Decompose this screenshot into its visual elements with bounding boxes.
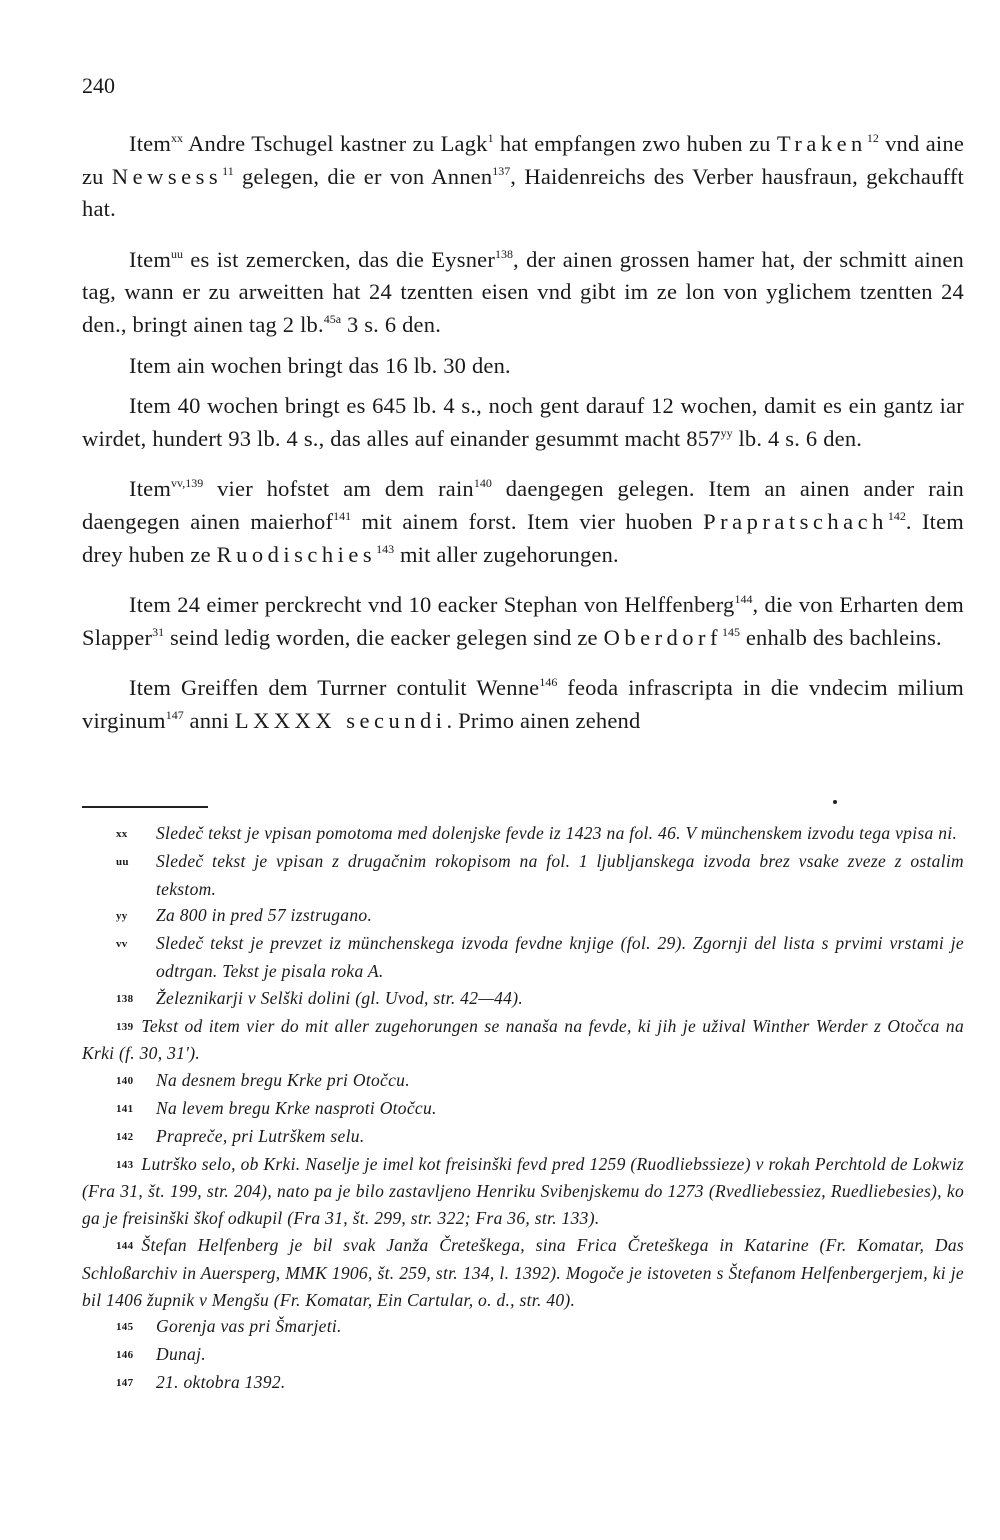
footnote: xx Sledeč tekst je vpisan pomotoma med dolenjske fevde iz 1423 na fol. 46. V münchenskem izvodu tega vpisa ni. bbox=[116, 823, 958, 843]
paragraph-wochen: Item ain wochen bringt das 16 lb. 30 den. bbox=[129, 352, 511, 378]
footnote: 139 Tekst od item vier do mit aller zugehorungen se nanaša na fevde, ki jih je užival Winther Werder z Otočca na Krki (f. 30, 31'). bbox=[82, 1015, 964, 1064]
footnote: yy Za 800 in pred 57 izstrugano. bbox=[116, 905, 373, 926]
footnote: vv Sledeč tekst je prevzet iz münchenskega izvoda fevdne knjige (fol. 29). Zgornji del lista s prvimi vrstami je odtrgan. Tekst je pisala roka A. bbox=[116, 933, 964, 981]
footnote-rule bbox=[82, 806, 208, 808]
paragraph-eysner: Item$^{uu}$ es ist zemercken, das die Eysner$^{138}$, der ainen grossen hamer hat, der schmitt ainen tag, wann er zu arweitten hat 24 tzentten eisen vnd gibt im ze lon von yglichem tzentten 24 den., bringt ainen tag 2 lb.$^{45a}$ 3 s. 6 den. bbox=[82, 246, 964, 337]
footnote: 143 Lutrško selo, ob Krki. Naselje je imel kot freisinški fevd pred 1259 (Ruodliebssieze) v rokah Perchtold de Lokwiz (Fra 31, št. 199, str. 204), nato pa je bilo zastavljeno Henriku Svibenjskemu do 1273 (Rvedliebessiez, Ruedliebesies), ko ga je freisinški škof odkupil (Fra 31, št. 299, str. 322; Fra 36, str. 133). bbox=[82, 1153, 964, 1229]
footnote: 147 21. oktobra 1392. bbox=[116, 1371, 286, 1392]
paragraph-perckrecht: Item 24 eimer perckrecht vnd 10 eacker Stephan von Helffenberg$^{144}$, die von Erharten dem Slapper$^{31}$ seind ledig worden, die eacker gelegen sind ze Oberdorf$^{145}$ enhalb des bachleins. bbox=[82, 592, 964, 650]
footnote: 144 Štefan Helfenberg je bil svak Janža Čreteškega, sina Frica Čreteškega in Katarine (Fr. Komatar, Das Schloßarchiv in Auersperg, MMK 1906, št. 259, str. 134, l. 1392). Mogoče je istoveten s Štefanom Helfenbergerjem, ki je bil 1406 župnik v Mengšu (Fr. Komatar, Ein Cartular, o. d., str. 40). bbox=[82, 1234, 964, 1310]
paragraph-tschugel: Item$^{xx}$ Andre Tschugel kastner zu Lagk$^1$ hat empfangen zwo huben zu Traken$^{12}$ vnd aine zu Newsess$^{11}$ gelegen, die er von Annen$^{137}$, Haidenreichs des Verber hausfraun, gekchaufft hat. bbox=[82, 131, 965, 222]
footnote: 138 Železnikarji v Selški dolini (gl. Uvod, str. 42—44). bbox=[116, 987, 524, 1008]
paragraph-greiffen: Item Greiffen dem Turrner contulit Wenne$^{146}$ feoda infrascripta in die vndecim milium virginum$^{147}$ anni LXXXX secundi. Primo ainen zehend bbox=[82, 675, 964, 733]
date-name: LXXXX secundi bbox=[234, 707, 447, 733]
place-name: Oberdorf bbox=[603, 624, 723, 650]
footnote: 141 Na levem bregu Krke nasproti Otočcu. bbox=[116, 1097, 437, 1118]
footnote: 140 Na desnem bregu Krke pri Otočcu. bbox=[116, 1070, 410, 1091]
place-name: Newsess bbox=[111, 163, 223, 189]
footnote: uu Sledeč tekst je vpisan z drugačnim rokopisom na fol. 1 ljubljanskega izvoda brez vsake zveze z ostalim tekstom. bbox=[116, 850, 964, 899]
footnotes bbox=[82, 820, 964, 1397]
footnote: 145 Gorenja vas pri Šmarjeti. bbox=[116, 1316, 342, 1337]
paragraph-40-wochen: Item 40 wochen bringt es 645 lb. 4 s., noch gent darauf 12 wochen, damit es ein gantz iar wirdet, hundert 93 lb. 4 s., das alles auf einander gesummt macht $857^{yy}$ lb. 4 s. 6 den. bbox=[82, 393, 964, 451]
footnote: 142 Prapreče, pri Lutrškem selu. bbox=[116, 1125, 365, 1146]
place-name: Traken bbox=[776, 131, 867, 156]
paragraph-hofstet: Item$^{vv,139}$ vier hofstet am dem rain$^{140}$ daengegen gelegen. Item an ainen ander rain daengegen ainen maierhof$^{141}$ mit ainem forst. Item vier huoben Prapratschach$^{142}$. Item drey huben ze Ruodischies$^{143}$ mit aller zugehorungen. bbox=[82, 476, 965, 567]
place-name: Prapratschach bbox=[703, 508, 888, 534]
place-name: Ruodischies bbox=[216, 541, 377, 567]
page-number: 240 bbox=[82, 73, 115, 98]
main-text bbox=[82, 128, 964, 738]
footnote-dot bbox=[833, 800, 837, 804]
footnote: 146 Dunaj. bbox=[116, 1344, 206, 1365]
